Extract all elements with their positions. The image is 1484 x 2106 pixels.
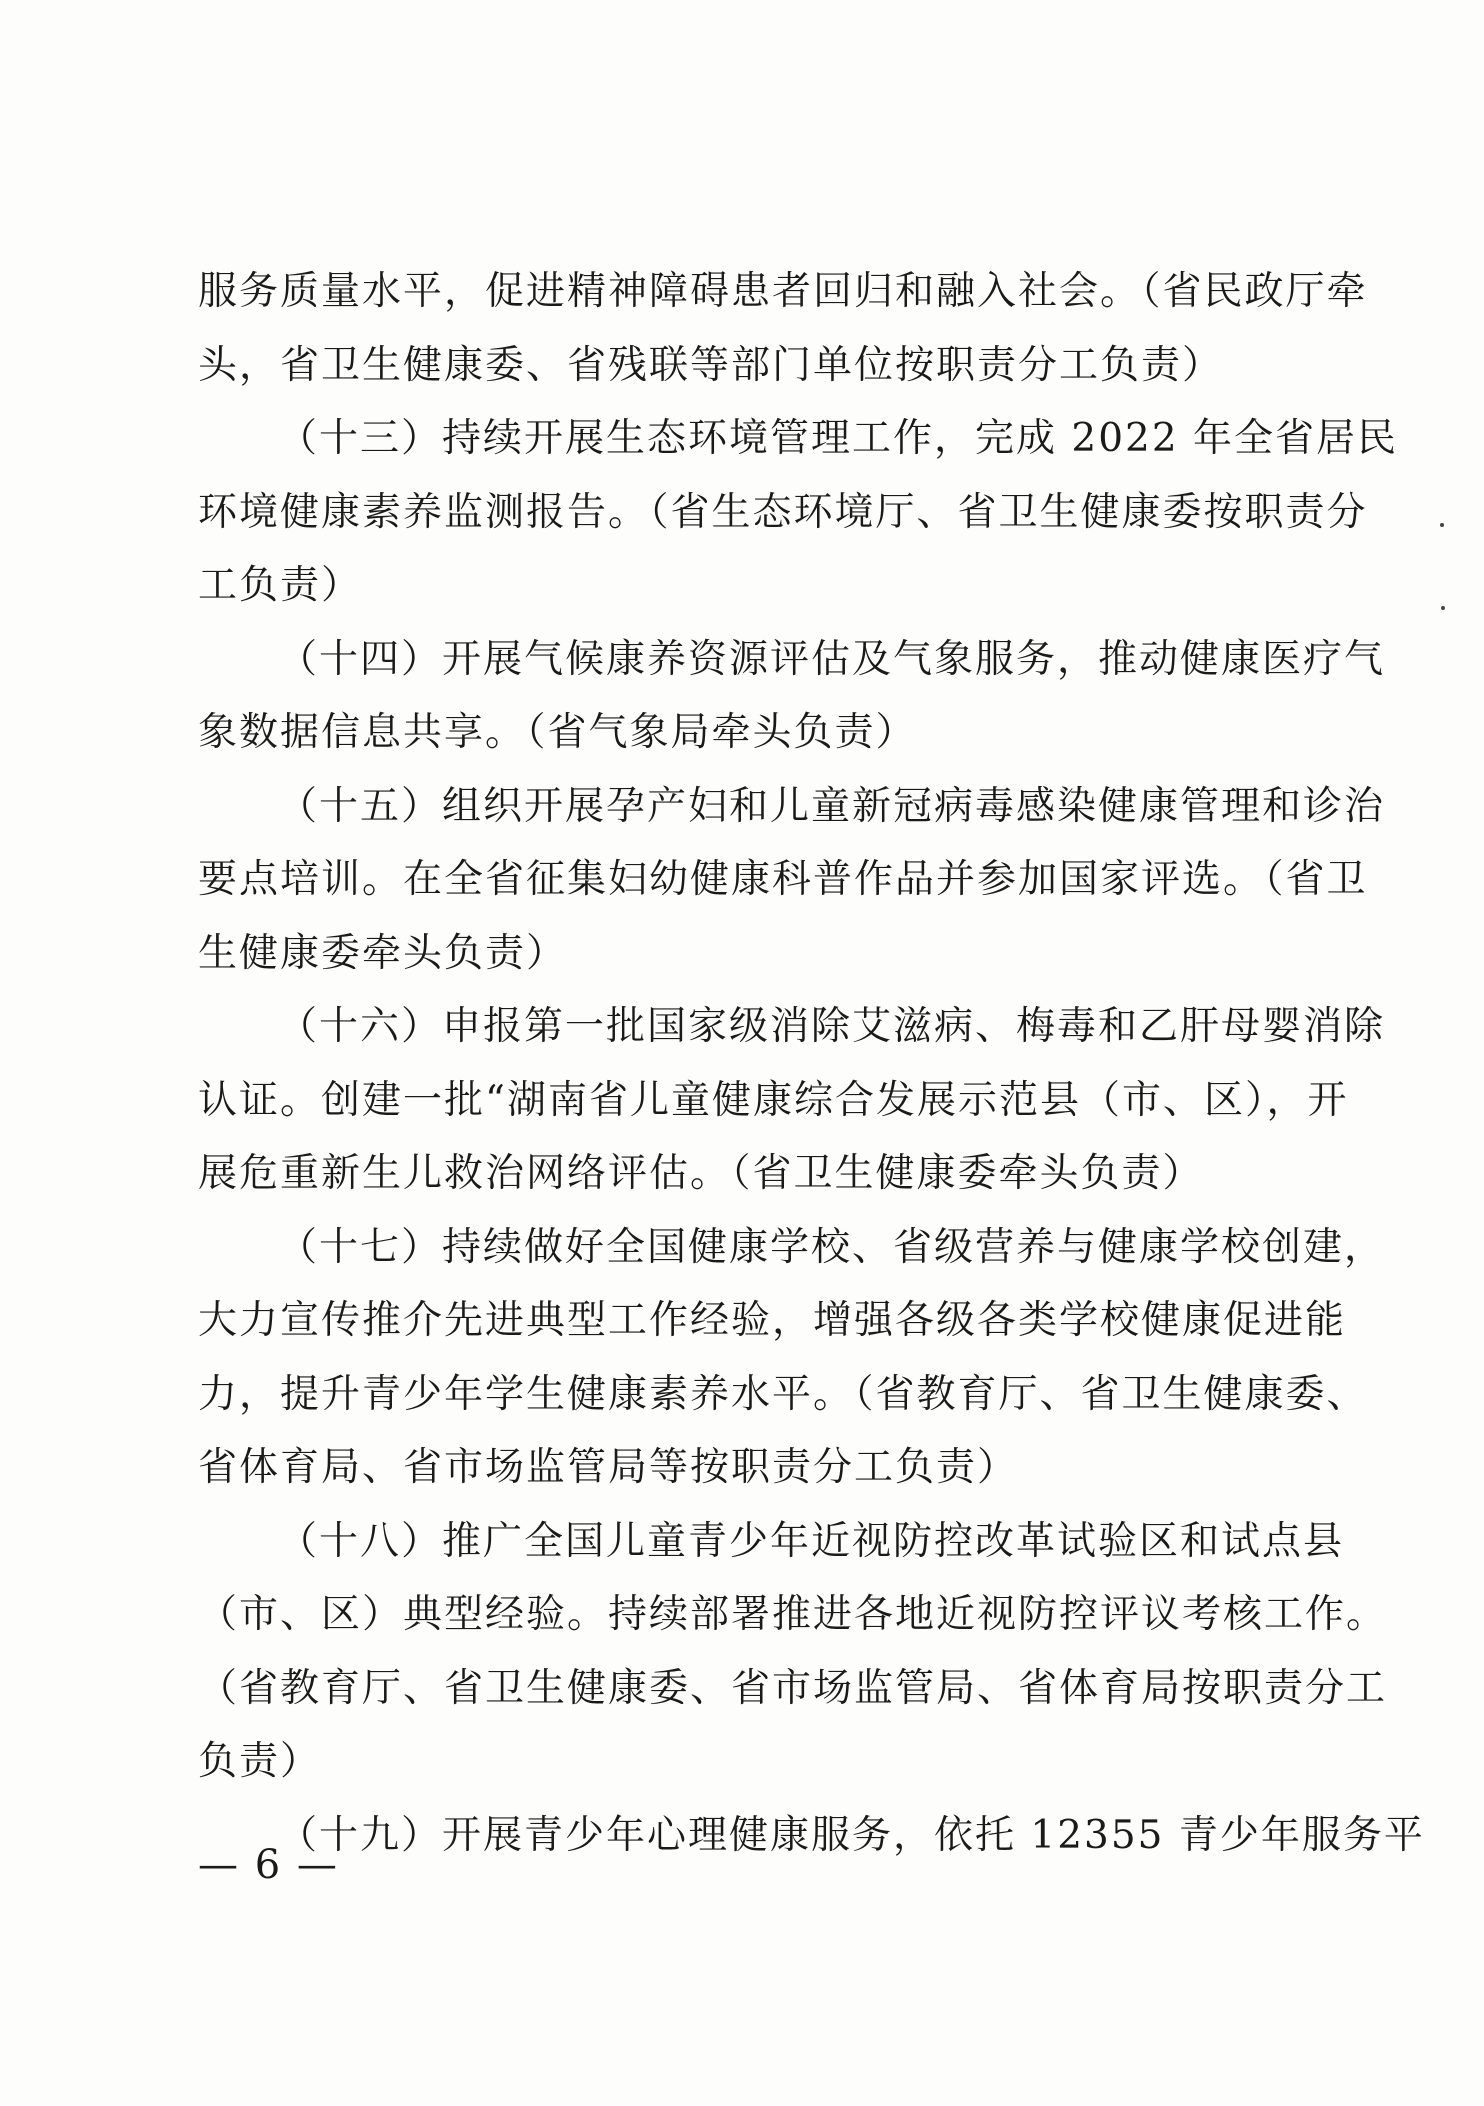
text-line: （省教育厅、省卫生健康委、省市场监管局、省体育局按职责分工 xyxy=(198,1665,1388,1711)
scan-speck xyxy=(1440,523,1444,527)
text-line: 头，省卫生健康委、省残联等部门单位按职责分工负责） xyxy=(198,342,1224,388)
text-line: 力，提升青少年学生健康素养水平。（省教育厅、省卫生健康委、 xyxy=(198,1371,1368,1417)
text-line: 生健康委牵头负责） xyxy=(198,930,568,976)
text-line: （十九）开展青少年心理健康服务，依托 12355 青少年服务平 xyxy=(278,1812,1425,1858)
text-line: （十八）推广全国儿童青少年近视防控改革试验区和试点县 xyxy=(278,1518,1345,1564)
text-line: （十三）持续开展生态环境管理工作，完成 2022 年全省居民 xyxy=(278,416,1399,461)
text-line: （市、区）典型经验。持续部署推进各地近视防控评议考核工作。 xyxy=(198,1592,1388,1637)
paragraph-item-16 xyxy=(198,990,1386,1211)
text-line: （十五）组织开展孕产妇和儿童新冠病毒感染健康管理和诊治 xyxy=(278,783,1386,829)
paragraph-item-14 xyxy=(198,623,1386,770)
text-line: 认证。创建一批“湖南省儿童健康综合发展示范县（市、区），开 xyxy=(198,1077,1349,1123)
paragraph-item-15 xyxy=(198,770,1386,991)
text-line: （十七）持续做好全国健康学校、省级营养与健康学校创建， xyxy=(278,1224,1386,1270)
paragraph-item-17 xyxy=(198,1211,1386,1505)
text-line: 负责） xyxy=(198,1739,322,1784)
text-line: 环境健康素养监测报告。（省生态环境厅、省卫生健康委按职责分 xyxy=(198,489,1368,535)
text-line: 工负责） xyxy=(198,563,363,608)
text-line: （十六）申报第一批国家级消除艾滋病、梅毒和乙肝母婴消除 xyxy=(278,1004,1386,1049)
text-line: 要点培训。在全省征集妇幼健康科普作品并参加国家评选。（省卫 xyxy=(198,857,1368,902)
text-line: 象数据信息共享。（省气象局牵头负责） xyxy=(198,710,917,755)
text-line: （十四）开展气候康养资源评估及气象服务，推动健康医疗气 xyxy=(278,636,1386,682)
text-line: 省体育局、省市场监管局等按职责分工负责） xyxy=(198,1445,1019,1490)
page-number: — 6 — xyxy=(198,1842,339,1888)
text-line: 服务质量水平，促进精神障碍患者回归和融入社会。（省民政厅牵 xyxy=(198,269,1368,314)
text-line: 大力宣传推介先进典型工作经验，增强各级各类学校健康促进能 xyxy=(198,1298,1347,1343)
paragraph-item-18 xyxy=(198,1505,1388,1799)
paragraph-item-13 xyxy=(198,402,1399,623)
scan-speck xyxy=(1441,606,1445,610)
paragraph-continuation xyxy=(198,255,1368,402)
text-line: 展危重新生儿救治网络评估。（省卫生健康委牵头负责） xyxy=(198,1151,1204,1196)
body-text xyxy=(198,255,1425,1872)
paragraph-item-19 xyxy=(198,1799,1425,1873)
